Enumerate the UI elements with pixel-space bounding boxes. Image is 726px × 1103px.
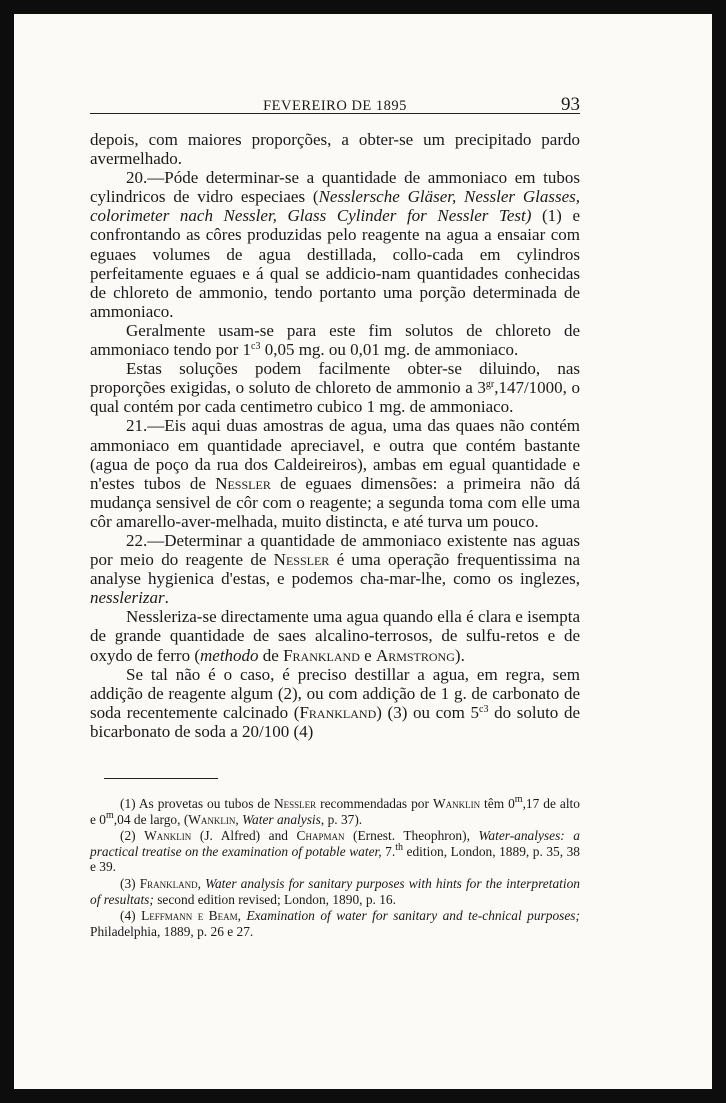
main-text	[90, 130, 580, 741]
footnote-3: (3) Frankland, Water analysis for sanitary purposes with hints for the interpretation of resultats; second edition revised; London, 1890, p. 16.	[90, 875, 580, 907]
footnote-rule	[104, 778, 218, 779]
footnote-4: (4) Leffmann e Beam, Examination of water for sanitary and te-chnical purposes; Philadelphia, 1889, p. 26 e 27.	[90, 908, 580, 939]
footnote-1: (1) As provetas ou tubos de Nessler recommendadas por Wanklin têm 0$^m$,17 de alto e 0$^m$,04 de largo, (Wanklin, Water analysis, p. 37).	[90, 794, 580, 827]
paragraph-1: depois, com maiores proporções, a obter-se um precipitado pardo avermelhado.	[90, 130, 580, 169]
footnotes	[90, 796, 580, 940]
page-number: 93	[561, 94, 580, 115]
paragraph-dilution: Estas soluções podem facilmente obter-se diluindo, nas proporções exigidas, o soluto de chloreto de ammonio a $3^{gr},147/1000$, o qual contém por cada centimetro cubico 1 mg. de ammoniaco.	[90, 359, 580, 417]
paragraph-21: 21.—Eis aqui duas amostras de agua, uma das quaes não contém ammoniaco em quantidade apreciavel, e outra que contém bastante (agua de poço da rua dos Caldeireiros), ambas em egual quantidade e n'estes tubos de Nessler de eguaes dimensões: a primeira não dá mudança sensivel de côr com o reagente; a segunda toma com elle uma côr amarello-aver-melhada, muito distincta, e até turva um pouco.	[90, 416, 580, 531]
footnote-2: (2) Wanklin (J. Alfred) and Chapman (Ernest. Theophron), Water-analyses: a practical treatise on the examination of potable water, 7.$^{th}$ edition, London, 1889, p. 35, 38 e 39.	[90, 828, 581, 875]
page-header	[90, 90, 580, 126]
paragraph-22: 22.—Determinar a quantidade de ammoniaco existente nas aguas por meio do reagente de Nessler é uma operação frequentissima na analyse hygienica d'estas, e podemos cha-mar-lhe, como os inglezes, nesslerizar.	[90, 530, 580, 608]
paragraph-distill: Se tal não é o caso, é preciso destillar a agua, em regra, sem addição de reagente algum (2), ou com addição de 1 g. de carbonato de soda recentemente calcinado (Frankland) (3) ou com $5^{c3}$ do soluto de bicarbonato de soda a 20/100 (4)	[90, 664, 580, 741]
paragraph-solutions: Geralmente usam-se para este fim solutos de chloreto de ammoniaco tendo por $1^{c3}$ 0,05 mg. ou 0,01 mg. de ammoniaco.	[90, 320, 580, 360]
running-title: FEVEREIRO DE 1895	[263, 98, 407, 114]
header-rule	[90, 113, 580, 114]
paragraph-20: 20.—Póde determinar-se a quantidade de ammoniaco em tubos cylindricos de vidro especiaes (Nesslersche Gläser, Nessler Glasses, colorimeter nach Nessler, Glass Cylinder for Nessler Test) (1) e confrontando as côres produzidas pelo reagente na agua a ensaiar com eguaes volumes de agua destillada, collo-cada em cylindros perfeitamente eguaes e á qual se addicio-nam quantidades conhecidas de chloreto de ammonio, tendo portanto uma porção determinada de ammoniaco.	[90, 168, 580, 321]
paragraph-nesslerize: Nessleriza-se directamente uma agua quando ella é clara e isempta de grande quantidade de saes alcalino-terrosos, de sulfu-retos e de oxydo de ferro (methodo de Frankland e Armstrong).	[90, 607, 580, 665]
